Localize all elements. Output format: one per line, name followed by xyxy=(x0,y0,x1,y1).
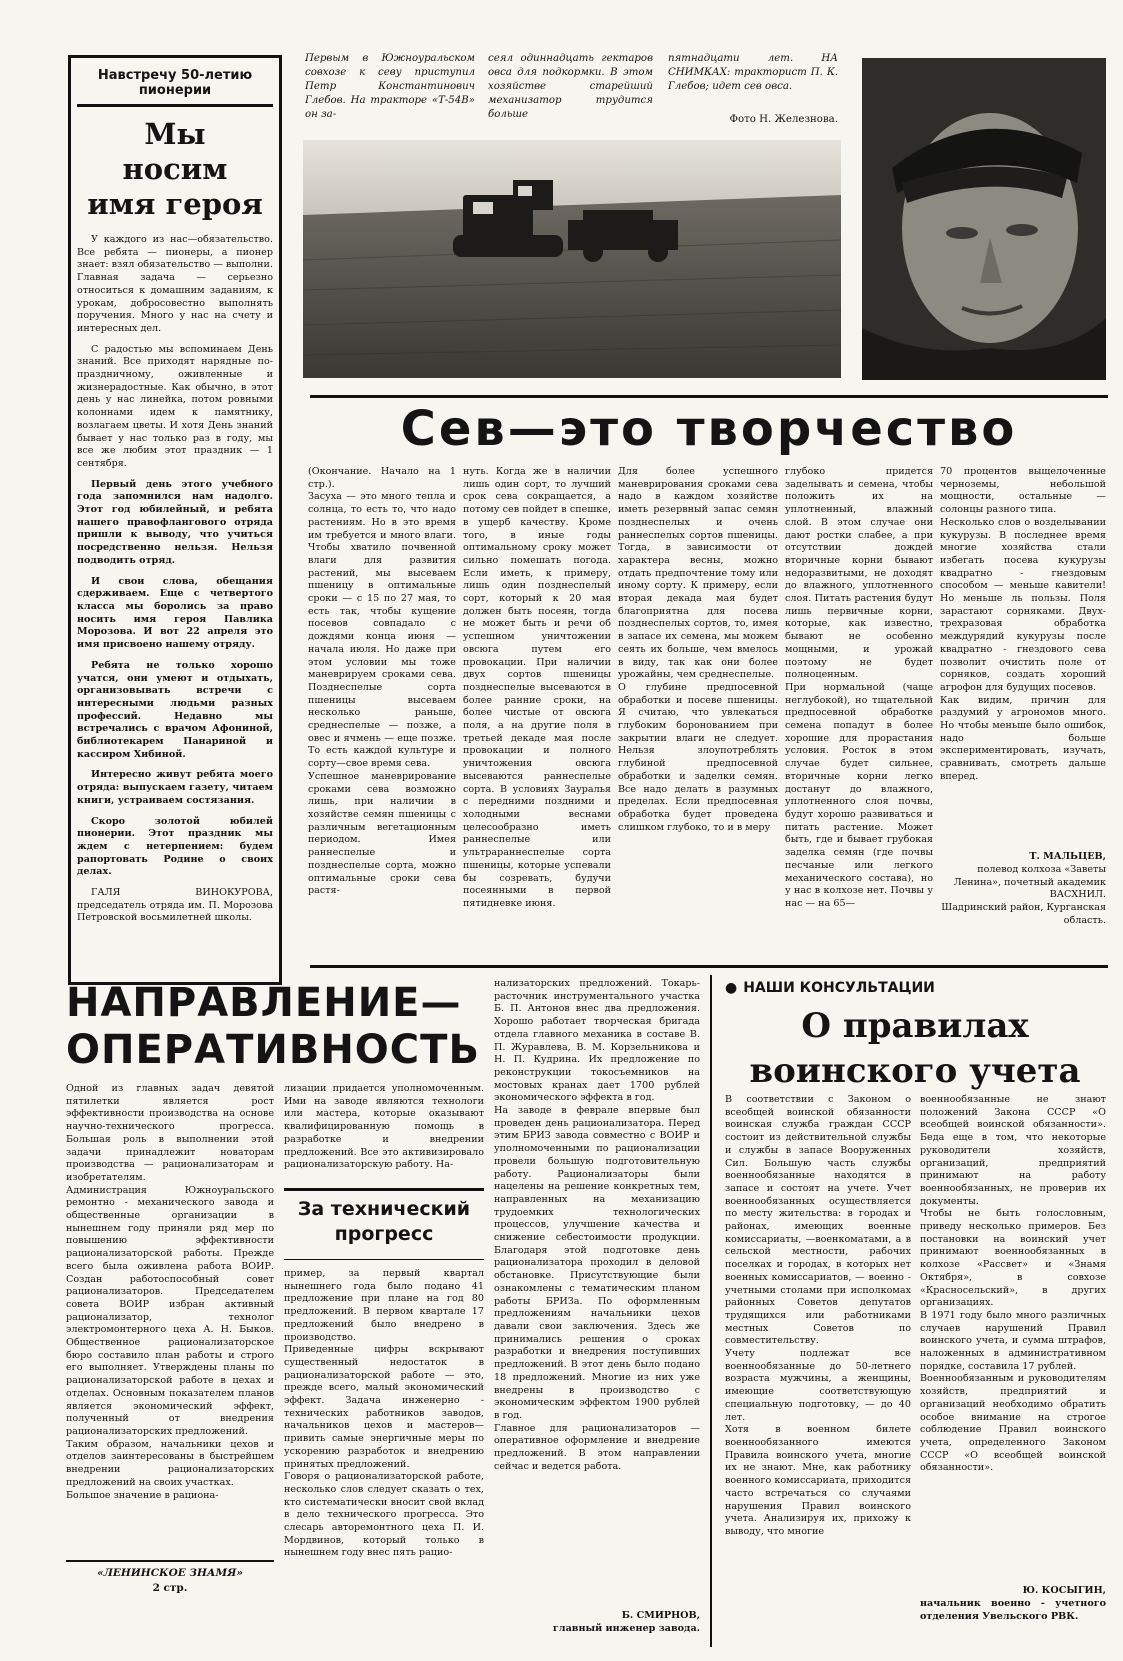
technical-progress-title: За технический прогресс xyxy=(297,1198,471,1245)
technical-progress-subhead xyxy=(284,1188,484,1260)
sev-signature: Т. МАЛЬЦЕВ, xyxy=(1029,851,1106,862)
napravlenie-signature-detail: главный инженер завода. xyxy=(552,1623,700,1634)
sev-column-2: нуть. Когда же в наличии лишь один сорт, то лучший срок сева сокращается, а потому сев пойдет в спешке, в ущерб качеству. Кроме того, в иные годы оптимальному сроку может сильно помешать погода. Если иметь, к примеру, лишь один позднеспелый сорт, который к 20 мая должен быть посеян, тогда не может быть и речи об успешном уничтожении овсюга путем его провокации. При наличии двух сортов пшеницы позднеспелые высеваются в более ранние сроки, на более чистые от овсюга поля, а на другие поля в третьей декаде мая после провокации и полного уничтожения овсюга высеваются раннеспелые сорта. В условиях Зауралья с передними поздними и холодными веснами целесообразно иметь раннеспелые или ультрараннеспелые сорта пшеницы, которые успевали бы созревать, будучи посеянными в первой пятидневке июня. xyxy=(463,466,611,909)
pioneer-paragraph-2: С радостью мы вспоминаем День знаний. Все приходят нарядные по-праздничному, оживленные и жизнерадостные. Как обычно, в этот день у нас линейка, потом ровными колоннами идем к памятнику, возлагаем цветы. И хотя День знаний бывает у нас только раз в году, мы все же любим этот праздник — 1 сентября. xyxy=(77,343,273,469)
konsult-kicker-text: НАШИ КОНСУЛЬТАЦИИ xyxy=(743,980,935,996)
pioneer-article-box xyxy=(68,55,282,985)
sev-signature-detail: полевод колхоза «Заветы Ленина», почетный академик ВАСХНИЛ. Шадринский район, Курганская область. xyxy=(941,864,1106,926)
photo-credit: Фото Н. Железнова. xyxy=(729,114,838,125)
konsult-kicker xyxy=(725,980,1105,996)
middle-divider-rule xyxy=(310,965,1108,968)
page-number: 2 стр. xyxy=(152,1582,188,1594)
pioneer-title: Мы носим имя героя xyxy=(87,117,263,221)
pioneer-signature: ГАЛЯ ВИНОКУРОВА, председатель отряда им. П. Морозова Петровской восьмилетней школы. xyxy=(77,887,273,924)
pioneer-paragraph-7: Скоро золотой юбилей пионерии. Этот праздник мы ждем с нетерпением: будем рапортовать Родине о своих делах. xyxy=(77,815,273,878)
napravlenie-headline: НАПРАВЛЕНИЕ— ОПЕРАТИВНОСТЬ xyxy=(66,980,480,1073)
pioneer-paragraph-1: У каждого из нас—обязательство. Все ребята — пионеры, а пионер знает: взял обязательство — выполни. Главная задача — серьезно относиться к домашним заданиям, к урокам, добросовестно выполнять поручения. Много у нас на счету и интересных дел. xyxy=(77,234,273,334)
tractor-photo xyxy=(303,140,841,378)
napravlenie-column-3: нализаторских предложений. Токарь-расточник инструментального участка Б. П. Антонов внес два предложения. Хорошо работает творческая бригада отдела главного механика в составе В. П. Журавлева, В. М. Корзельникова и Н. П. Кудрина. Их предложение по реконструкции токосъемников на мостовых кранах дает 1700 рублей экономического эффекта в год. На заводе в феврале впервые был проведен день рационализатора. Перед этим БРИЗ завода совместно с ВОИР и уполномоченными по рационализации провели большую подготовительную работу. Рационализаторы были нацелены на решение конкретных тем, направленных на механизацию трудоемких технологических процессов, улучшение качества и снижение себестоимости продукции. Благодаря этой подготовке день рационализатора проходил в деловой обстановке. Присутствующие были ознакомлены с тематическим планом работы БРИЗа. По оформленным предложениям начальники цехов давали свои заключения. Здесь же принимались решения о сроках разработки и внедрения поступивших предложений. В этот день было подано 18 предложений. Многие из них уже внедрены в производство с экономическим эффектом 1900 рублей в год. Главное для рационализаторов — оперативное оформление и внедрение предложений. В этом направлении сейчас и ведется работа. xyxy=(494,978,700,1472)
newspaper-name: «ЛЕНИНСКОЕ ЗНАМЯ» xyxy=(97,1567,243,1579)
sev-column-3: Для более успешного маневрирования сроками сева надо в каждом хозяйстве иметь резервный запас семян позднеспелых и очень раннеспелых сортов пшеницы. Тогда, в зависимости от характера весны, можно отдать предпочтение тому или иному сорту. К примеру, если вторая декада мая будет благоприятна для посева позднеспелых сортов, то, имея в запасе их семена, мы можем сеять их больше, чем вмелось в виду, так как они более урожайны, чем среднеспелые. О глубине предпосевной обработки и посеве пшеницы. Я считаю, что увлекаться глубоким боронованием при закрытии влаги не следует. Нельзя злоупотреблять глубиной предпосевной обработки и заделки семян. Все надо делать в разумных пределах. Если предпосевная обработка будет проведена слишком глубоко, то и в меру xyxy=(618,466,778,833)
pioneer-paragraph-6: Интересно живут ребята моего отряда: выпускаем газету, читаем книги, устраиваем состязания. xyxy=(77,769,273,806)
photo-caption-col-3: пятнадцати лет. НА СНИМКАХ: тракторист П. К. Глебов; идет сев овса. xyxy=(668,53,838,92)
pioneer-paragraph-5: Ребята не только хорошо учатся, они умеют и отдыхать, организовывать встречи с интересными людьми разных профессий. Недавно мы встречались с врачом Афониной, библиотекарем Панариной и кассиром Хибиной. xyxy=(77,659,273,760)
sev-column-4: глубоко придется заделывать и семена, чтобы положить их на уплотненный, влажный слой. В этом случае они дают ростки слабее, а при отсутствии дождей вторичные корни бывают недоразвитыми, не доходят до влажного, уплотненного слоя. Питать растения будут лишь первичные корни, которые, как известно, бывают не особенно мощными, и урожай поэтому не будет полноценным. При нормальной (чаще неглубокой), но тщательной предпосевной обработке семена попадут в более хорошие для прорастания условия. Росток в этом случае будет сильнее, вторичные корни легко достанут до влажного, уплотненного слоя почвы, будут хорошо развиваться и питать растение. Может быть, где и бывает грубокая заделка семян (где почвы песчаные или легкого механического состава), но у нас в колхозе нет. Почвы у нас — на 65— xyxy=(785,466,933,909)
pioneer-paragraph-3: Первый день этого учебного года запомнился нам надолго. Этот год юбилейный, и ребята нашего правофлангового отряда пришли к выводу, что учиться посредственно нельзя. Нельзя подводить отряд. xyxy=(77,478,273,566)
napravlenie-column-2b: пример, за первый квартал нынешнего года было подано 41 предложение при плане на год 80 предложений. В первом квартале 17 предложений было внедрено в производство. Приведенные цифры вскрывают существенный недостаток в рационализаторской работе — это, прежде всего, малый экономический эффект. Задача инженерно - технических работников заводов, начальников цехов и мастеров—привить самые энергичные меры по ускорению разработок и внедрению принятых предложений. Говоря о рационализаторской работе, несколько слов следует сказать о тех, кто систематически вносит свой вклад в дело технического прогресса. Это слесарь авторемонтного цеха П. И. Мордвинов, который только в нынешнем году внес пять рацио- xyxy=(284,1268,484,1559)
pioneer-paragraph-4: И свои слова, обещания сдерживаем. Еще с четвертого класса мы боролись за право носить имя героя Павлика Морозова. И вот 22 апреля это имя присвоено нашему отряду. xyxy=(77,575,273,651)
glebov-portrait-photo xyxy=(862,58,1106,380)
photo-caption-col-1: Первым в Южноуральском совхозе к севу приступил Петр Константинович Глебов. На тракторе «Т-54В» он за- xyxy=(305,53,475,120)
konsult-left-rule xyxy=(710,975,712,1647)
konsult-signature-detail: начальник военно - учетного отделения Увельского РВК. xyxy=(920,1598,1106,1622)
napravlenie-column-1: Одной из главных задач девятой пятилетки является рост эффективности производства на основе научно-технического прогресса. Большая роль в выполнении этой задачи принадлежит новаторам производства — рационализаторам и изобретателям. Администрация Южноуральского ремонтно - механического завода и общественные организации в нынешнем году приняли ряд мер по повышению эффективности рационализаторской работы. Прежде всего была оживлена работа ВОИР. Создан работоспособный совет рационализаторов. Председателем совета ВОИР избран активный рационализатор, технолог электромонтерного цеха А. Н. Быков. Общественное рационализаторское бюро составило план работы и строго его выполняет. Утверждены планы по рационализаторской работе в цехах и отделах. Основным показателем планов является экономический эффект, полученный от внедрения рационализаторских предложений. Таким образом, начальники цехов и отделов заинтересованы в быстрейшем внедрении рационализаторских предложений на своих участках. Большое значение в рациона- xyxy=(66,1083,274,1501)
sev-column-1: (Окончание. Начало на 1 стр.). Засуха — это много тепла и солнца, то есть то, что надо растениям. Но в это время им требуется и много влаги. Чтобы хватило почвенной влаги для развития растений, мы высеваем пшеницу в оптимальные сроки — с 15 по 27 мая, то есть так, чтобы кущение посевов совпадало с дождями конца июня — начала июля. Но даже при этом условии мы тоже маневрируем сроками сева. Позднеспелые сорта пшеницы высеваем несколько раньше, среднеспелые — позже, а овес и ячмень — еще позже. То есть каждой культуре и сорту—свое время сева. Успешное маневрирование сроками сева возможно лишь, при наличии в хозяйстве семян пшеницы с различным вегетационным периодом. Имея раннеспелые и позднеспелые сорта, можно оптимальные сроки сева растя- xyxy=(308,466,456,897)
footer-rule xyxy=(66,1560,274,1562)
napravlenie-signature: Б. СМИРНОВ, xyxy=(621,1610,700,1621)
bullet-icon: ● xyxy=(725,980,738,996)
sev-top-rule xyxy=(310,395,1108,398)
konsult-column-1: В соответствии с Законом о всеобщей воинской обязанности воинская служба граждан СССР состоит из действительной службы и службы в запасе Вооруженных Сил. Большую часть службы военнообязанные находятся в запасе и состоят на учете. Учет военнообязанных осуществляется по месту жительства: в городах и районах, имеющих военные комиссариаты, —военкоматами, а в сельской местности, рабочих поселках и городах, в которых нет военных комиссариатов, — военно - учетными столами при исполкомах районных Советов депутатов трудящихся или работниками местных Советов по совместительству. Учету подлежат все военнообязанные до 50-летнего возраста мужчины, а женщины, имеющие соответствующую специальную подготовку, — до 40 лет. Хотя в военном билете военнообязанного имеются Правила воинского учета, многие их не знают. Мне, как работнику военного комиссариата, приходится часто встречаться со случаями нарушения Правил воинского учета. Анализируя их, прихожу к выводу, что многие xyxy=(725,1094,911,1537)
konsult-title: О правилах воинского учета xyxy=(749,1006,1081,1091)
konsult-column-2: военнообязанные не знают положений Закона СССР «О всеобщей воинской обязанности». Беда еще в том, что некоторые руководители хозяйств, организаций, предприятий принимают на работу военнообязанных, не проверив их документы. Чтобы не быть голословным, приведу несколько примеров. Без постановки на воинский учет принимают военнообязанных в колхозе «Рассвет» и «Знамя Октября», в совхозе «Красносельский», в других организациях. В 1971 году было много различных случаев нарушений Правил воинского учета, и сумма штрафов, наложенных в административном порядке, составила 17 рублей. Военнообязанным и руководителям хозяйств, предприятий и организаций необходимо обратить особое внимание на строгое соблюдение Правил воинского учета, определенного Законом СССР «О всеобщей воинской обязанности». xyxy=(920,1094,1106,1474)
sev-column-5: 70 процентов выщелоченные черноземы, небольшой мощности, остальные — солонцы разного типа. Несколько слов о возделывании кукурузы. В последнее время многие хозяйства стали избегать посева кукурузы квадратно - гнездовым способом — меньше кавители! Но меньше ль пользы. Поля зарастают сорняками. Двух-трехразовая обработка междурядий кукурузы после квадратно - гнездового сева позволит очистить поле от сорняков, создать хороший агрофон для будущих посевов. Как видим, причин для раздумий у агрономов много. Но чтобы меньше было ошибок, надо больше экспериментировать, изучать, сравнивать, смотреть дальше вперед. xyxy=(940,466,1106,782)
napravlenie-column-2: лизации придается уполномоченным. Ими на заводе являются технологи или мастера, которые оказывают квалифицированную помощь в разработке и внедрении предложений. Все это активизировало рационализаторскую работу. На- xyxy=(284,1083,484,1171)
pioneer-kicker: Навстречу 50-летию пионерии xyxy=(77,64,273,107)
photo-caption-col-2: сеял одиннадцать гектаров овса для подкормки. В этом хозяйстве старейший механизатор трудится больше xyxy=(488,53,653,120)
sev-headline: Сев—это творчество xyxy=(400,401,1018,457)
konsult-signature: Ю. КОСЫГИН, xyxy=(1022,1585,1106,1596)
